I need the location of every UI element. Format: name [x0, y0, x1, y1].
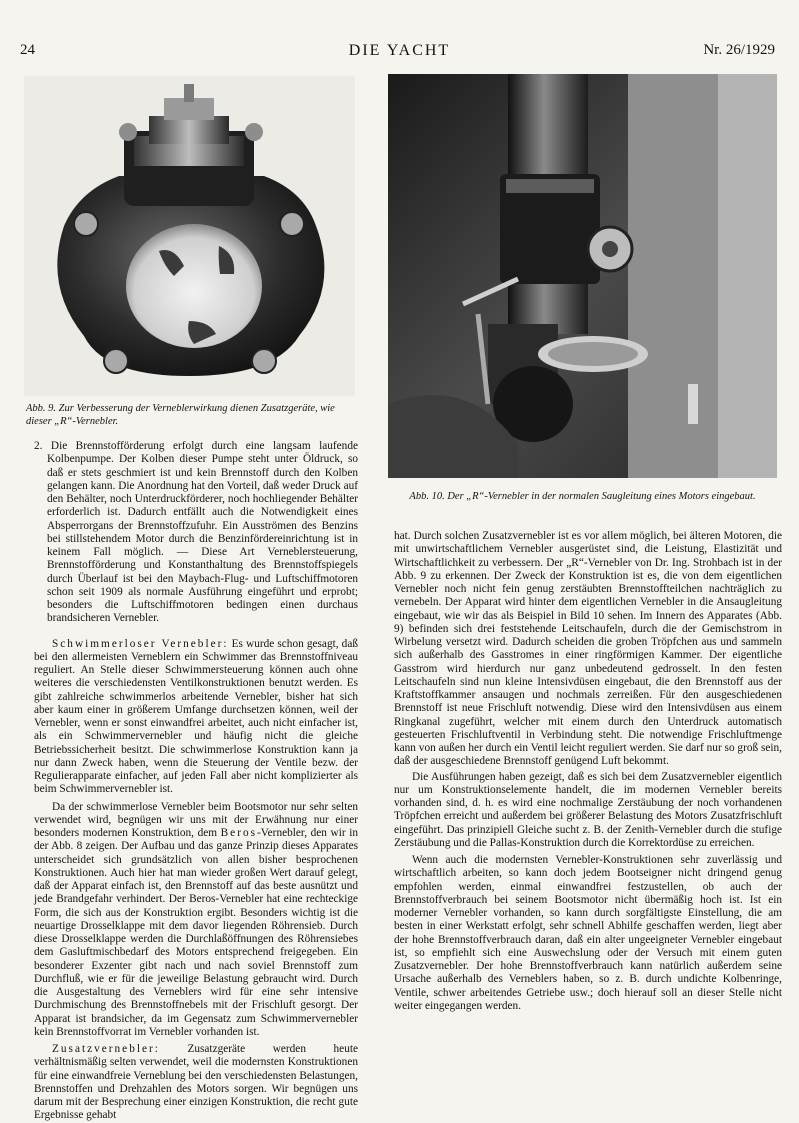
section-heading-auxiliary: Zusatzvernebler:: [52, 1043, 160, 1055]
issue-number: Nr. 26/1929: [703, 42, 775, 58]
paragraph-continuation: hat. Durch solchen Zusatzvernebler ist es vor allem möglich, bei älteren Motoren, die mit unwirtschaftlichem Vernebler ausgerüstet sind, die Leistung, Elastizität und Wirtschaftlichkeit zu verbessern. Der „R“-Vernebler von Dr. Ing. Strohbach ist in der Abb. 9 zu erkennen. Der Zweck der Konstruktion ist es, die von dem eigentlichen Vernebler noch nicht fein genug zerstäubten Brennstoffteilchen nachträglich zu vernebeln. Der Apparat wird hinter dem eigentlichen Vernebler in die Ansaugleitung eingebaut, wie wir das als Beispiel in Bild 10 sehen. Im Innern des Apparates (Abb. 9) befinden sich drei feststehende Leitschaufeln, durch die der Gemischstrom in Wirbelung versetzt wird. Dadurch scheiden die groben Tröpfchen aus und sammeln sich außerhalb des Gasstromes in einer ringförmigen Kammer. Der eigentliche Gasstrom wird hierdurch nur ganz unbedeutend gedrosselt. In den festen Leitschaufeln sind nun kleine Intensivdüsen eingebaut, die den Brennstoff aus der Kraftstoffkammer ansaugen und nochmals zerreißen. Für den ausgeschiedenen Brennstoff ist neue Frischluft notwendig. Diese wird den Intensivdüsen aus einem Ringkanal zugeführt, welcher mit einem durch den Unterdruck automatisch gesteuerten Frischluftventil in Verbindung steht. Die notwendige Frischluftmenge kann von außen her durch ein Ventil leicht reguliert werden. Sie darf nur so groß sein, daß der ausgeschiedene Brennstoff genügend Luft bekommt.: [394, 530, 782, 768]
beros-term: Beros: [220, 827, 257, 839]
paragraph-summary: Die Ausführungen haben gezeigt, daß es sich bei dem Zusatzvernebler eigentlich nur um Konstruktionselemente handelt, die im modernen Vernebler bereits vorhanden sind, d. h. es wird eine nochmalige Zerstäubung der noch vorhandenen Tröpfchen erreicht und außerdem bei größerer Belastung des Motors Zusatzfrischluft eingeführt. Das prinzipiell Gleiche sucht z. B. der Zenith-Vernebler durch die stufige Zerstäubung und die Pallas-Konstruktion durch die Korrektordüse zu erreichen.: [394, 770, 782, 849]
paragraph-text: -Vernebler, den wir in der Abb. 8 zeigen. Der Aufbau und das ganze Prinzip dieses Apparates unterscheidet sich grundsätzlich von allen bisher besprochenen Konstruktionen. Auch hier hat man wieder großen Wert darauf gelegt, daß der Apparat einfach ist, den Brennstoff auf das beste ausnützt und jede Brandgefahr verhindert. Der Beros-Vernebler hat eine rechteckige Form, die sich aus der Konstruktion ergibt. Besonders wichtig ist die neuartige Drosselklappe mit dem davor liegenden Röhrensieb. Durch diese Drosselklappe werden die Durchlaßöffnungen des Röhrensiebes dem Gasluftmischbedarf des Motors entsprechend freigegeben. Ein besonderer Exzenter gibt nach und nach soviel Brennstoff zum Durchfluß, wie er für die jeweilige Belastung gebraucht wird. Durch die Ausgestaltung des Verneblers wird für eine sehr intensive Durchmischung des Brennstoffnebels mit der Frischluft gesorgt. Der Apparat ist brandsicher, da im Gegensatz zum Schwimmervernebler kein Brennstoffvorrat im Vernebler vorhanden ist.: [34, 827, 358, 1038]
engine-installation-illustration: [388, 74, 777, 478]
page-header: [20, 42, 779, 64]
figure-9-photo: [24, 76, 355, 396]
figure-10-photo: [388, 74, 777, 478]
journal-title: DIE YACHT: [348, 42, 451, 59]
vernebler-device-illustration: [24, 76, 355, 396]
paragraph-text: Da der schwimmerlose Vernebler beim Bootsmotor nur sehr selten verwendet wird, begnügen wir uns mit der Erwähnung nur einer besonders modernen Konstruktion, dem: [34, 800, 358, 839]
paragraph-float-less: [34, 638, 358, 797]
paragraph-auxiliary: [34, 1043, 358, 1123]
paragraph-text: Es wurde schon gesagt, daß bei den allermeisten Verneblern ein Schwimmer das Brennstoffniveau reguliert. An Stelle dieser Schwimmersteuerung können auch ohne weiteres die verschiedensten Ventilkonstruktionen benutzt werden. Es gibt zahlreiche schwimmerlos arbeitende Vernebler, bisher hat sich aber kaum einer in größerem Umfange durchsetzen können, weil der Vernebler, wenn er sonst einwandfrei arbeitet, auch nicht einfacher ist, als ein Schwimmervernebler und häufig nicht die gleiche Betriebssicherheit besitzt. Die schwimmerlose Konstruktion kann ja nur dann Zweck haben, wenn die Steuerung der Ventile bezw. der Regulierapparate einfacher, auf jeden Fall aber nicht komplizierter als beim Schwimmervernebler ist.: [34, 637, 358, 796]
section-heading-float-less: Schwimmerloser Vernebler:: [52, 637, 229, 650]
paragraph-fuel-supply: 2. Die Brennstofförderung erfolgt durch eine langsam laufende Kolbenpumpe. Der Kolben dieser Pumpe steht unter Öldruck, so daß er stets geschmiert ist und kein Brennstoff durch den Kolben gelangen kann. Die Anordnung hat den Vorteil, daß weder Druck auf den Behälter, noch Unterdruckförderer, noch hochliegender Behälter erforderlich ist. Dadurch entfällt auch die Notwendigkeit eines Absperrorgans der Brennstoffzufuhr. Ein Ausströmen des Benzins bei stillstehendem Motor durch die Benzinfördereinrichtung ist in keinem Fall möglich. — Diese Art Verneblersteuerung, Brennstofförderung und Konstanthaltung des Brennstoffspiegels durch Überlauf ist bei den Maybach-Flug- und Luftschiffmotoren schon seit 1909 als normale Ausführung eingeführt und erprobt; besonders die Luftschiffmotoren bedingen einen durchaus brandsicheren Vernebler.: [34, 440, 358, 625]
paragraph-text: Zusatzgeräte werden heute verhältnismäßig selten verwendet, weil die modernsten Konstruktionen für eine einwandfreie Verneblung bei den verschiedensten Belastungen, Brennstoffen und Drehzahlen des Motors sorgen. Wir begnügen uns darum mit der Besprechung einer einzigen Konstruktion, die recht gute Ergebnisse gehabt: [34, 1043, 358, 1122]
right-text-column: [394, 530, 782, 1060]
paragraph-beros: [34, 801, 358, 1040]
left-text-column: [34, 440, 358, 1122]
paragraph-recommendation: Wenn auch die modernsten Vernebler-Konstruktionen sehr zuverlässig und wirtschaftlich arbeiten, so kann doch jedem Bootseigner nicht dringend genug empfohlen werden, einmal einwandfrei festzustellen, ob auch der Brennstoffverbrauch bei seinem Bootsmotor nicht übermäßig hoch ist. Ist ein moderner Vernebler vorhanden, so kann durch sorgfältigste Einstellung, die am besten in einer Werkstatt erfolgt, sehr schnell Abhilfe geschaffen werden, liegt aber der hohe Brennstoffverbrauch daran, daß ein alter ungeeigneter Vernebler eingebaut ist, so empfiehlt sich eine Auswechslung oder der Versuch mit einem guten Zusatzvernebler. Der hohe Brennstoffverbrauch kann natürlich außerdem seine Ursache außerhalb des Verneblers haben, so z. B. durch undichte Kolbenringe, Ventile, schwer arbeitendes Getriebe usw.; doch hierauf soll an dieser Stelle nicht weiter eingegangen werden.: [394, 854, 782, 1012]
page-number: 24: [20, 42, 35, 58]
figure-10-caption: Abb. 10. Der „R“-Vernebler in der normalen Saugleitung eines Motors eingebaut.: [409, 491, 756, 502]
figure-9-caption: Abb. 9. Zur Verbesserung der Vernеblerwirkung dienen Zusatzgeräte, wie dieser „R“-Vernebler.: [26, 403, 335, 427]
